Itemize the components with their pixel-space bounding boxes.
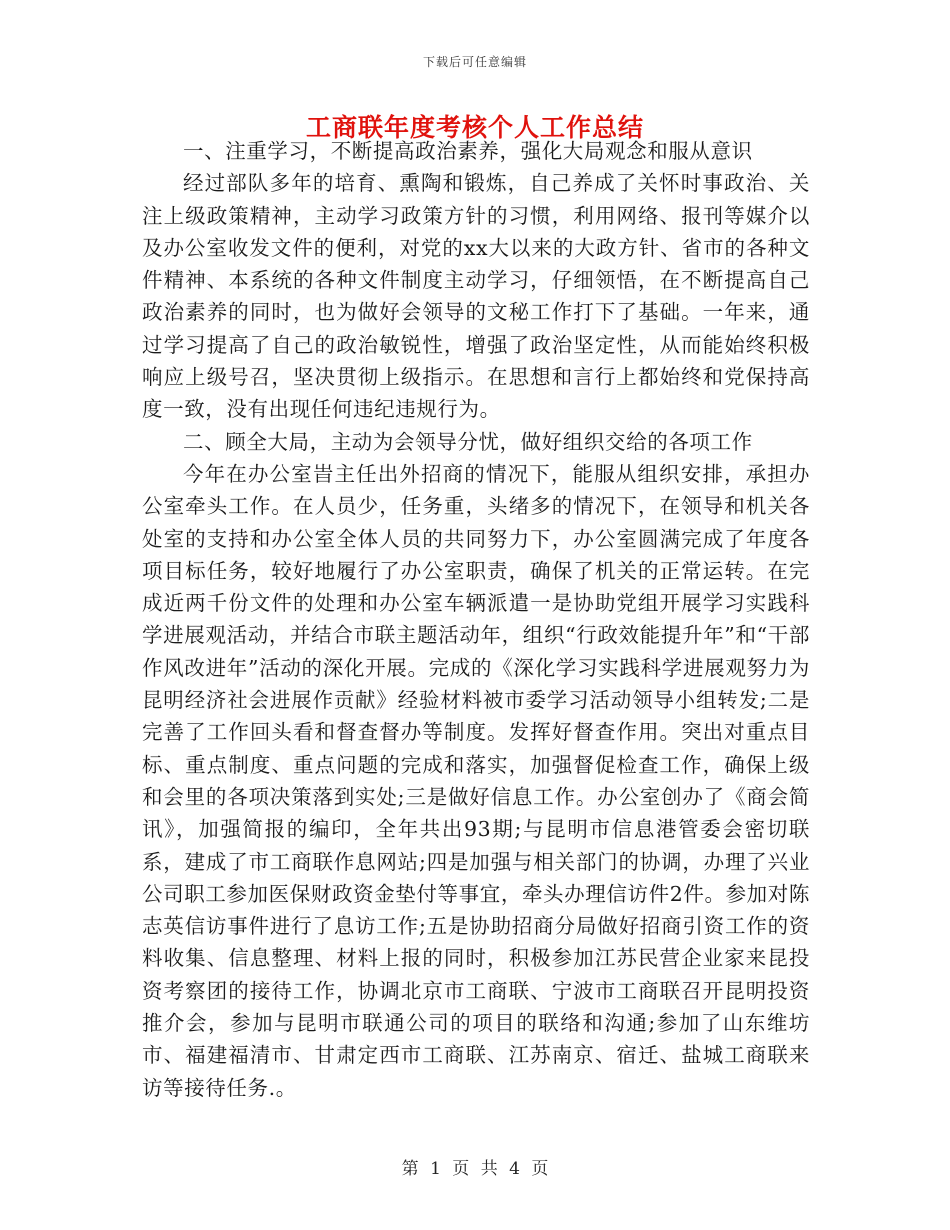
body-paragraph-2: 今年在办公室旹主任出外招商的情况下，能服从组织安排，承担办公室牵头工作。在人员少，任务重，头绪多的情况下，在领导和机关各处室的支持和办公室全体人员的共同努力下，办公室圆满完成了年度各项目标任务，较好地履行了办公室职责，确保了机关的正常运转。在完成近两千份文件的处理和办公室车辆派遣一是协助党组开展学习实践科学进展观活动，并结合市联主题活动年，组织“行政效能提升年”和“干部作风改进年”活动的深化开展。完成的《深化学习实践科学进展观努力为昆明经济社会进展作贡献》经验材料被市委学习活动领导小组转发;二是完善了工作回头看和督查督办等制度。发挥好督查作用。突出对重点目标、重点制度、重点问题的完成和落实，加强督促检查工作，确保上级和会里的各项决策落到实处;三是做好信息工作。办公室创办了《商会简讯》，加强简报的编印，全年共出93期;与昆明市信息港管委会密切联系，建成了市工商联作息网站;四是加强与相关部门的协调，办理了兴业公司职工参加医保财政资金垫付等事宜，牵头办理信访件2件。参加对陈志英信访事件进行了息访工作;五是协助招商分局做好招商引资工作的资料收集、信息整理、材料上报的同时，积极参加江苏民营企业家来昆投资考察团的接待工作，协调北京市工商联、宁波市工商联召开昆明投资推介会，参加与昆明市联通公司的项目的联络和沟通;参加了山东维坊市、福建福清市、甘肃定西市工商联、江苏南京、宿迁、盐城工商联来访等接待任务.。 — [142, 461, 810, 1100]
section-heading-1: 一、注重学习，不断提高政治素养，强化大局观念和服从意识 — [183, 139, 753, 163]
page-number: 第 1 页 共 4 页 — [401, 1159, 549, 1179]
section-heading-2: 二、顾全大局，主动为会领导分忧，做好组织交给的各项工作 — [183, 429, 753, 454]
document-title: 工商联年度考核个人工作总结 — [305, 113, 644, 142]
header-note: 下载后可任意编辑 — [422, 55, 527, 69]
body-paragraph-1: 经过部队多年的培育、熏陶和锻炼，自己养成了关怀时事政治、关注上级政策精神，主动学习政策方针的习惯，利用网络、报刊等媒介以及办公室收发文件的便利，对党的xx大以来的大政方针、省市的各种文件精神、本系统的各种文件制度主动学习，仔细领悟，在不断提高自己政治素养的同时，也为做好会领导的文秘工作打下了基础。一年来，通过学习提高了自己的政治敏锐性，增强了政治坚定性，从而能始终积极响应上级号召，坚决贯彻上级指示。在思想和言行上都始终和党保持高度一致，没有出现任何违纪违规行为。 — [142, 171, 810, 422]
document-body — [142, 135, 810, 1104]
